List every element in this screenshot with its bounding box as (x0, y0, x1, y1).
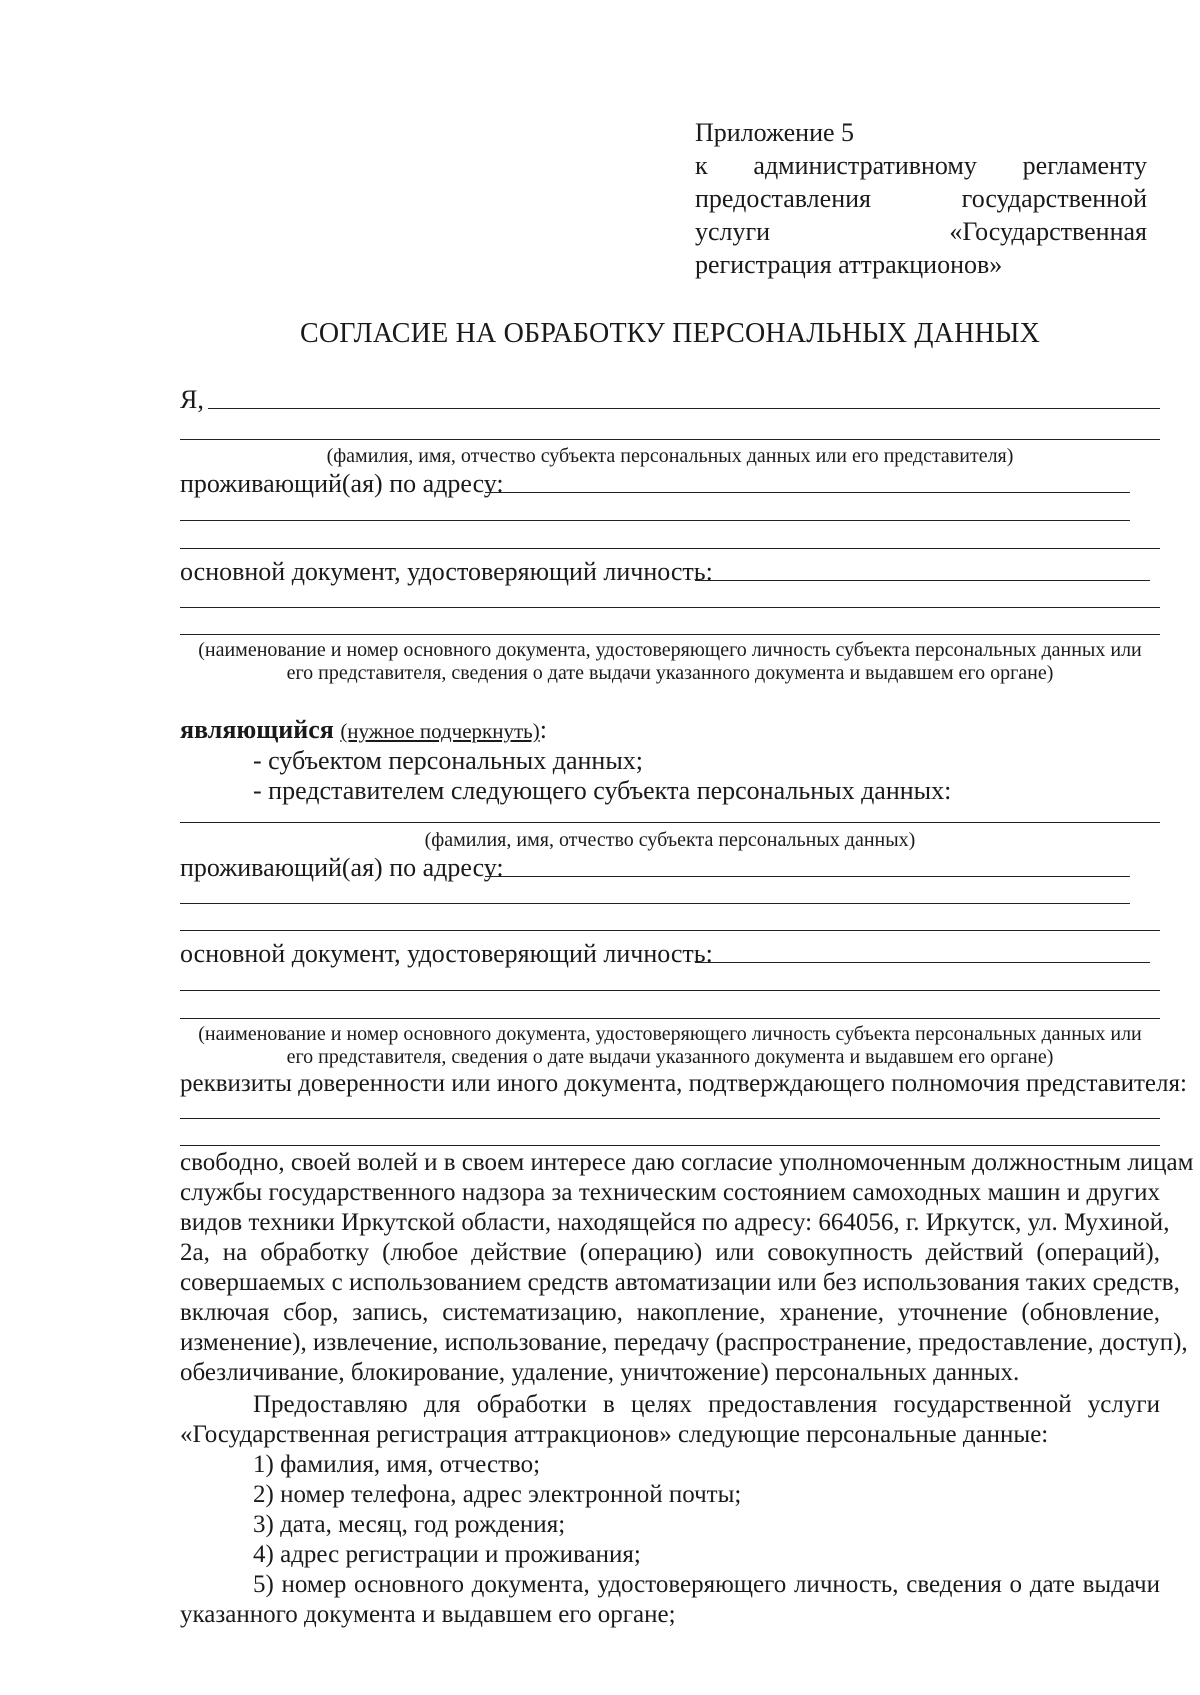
address-label: проживающий(ая) по адресу: (180, 469, 504, 498)
appendix-line-3: предоставления государственной (695, 184, 1147, 213)
appendix-line-4: услуги «Государственная (695, 217, 1147, 246)
consent-line-7: изменение), извлечение, использование, передачу (распространение, предоставление, доступ), (180, 1329, 1188, 1356)
provide-line-2: «Государственная регистрация аттракционов» следующие персональные данные: (180, 1421, 1049, 1448)
represented-address-fill-line-2[interactable] (180, 903, 1130, 904)
provide-line-1: Предоставляю для обработки в целях предоставления государственной услуги (253, 1391, 1160, 1418)
list-item: 5) номер основного документа, удостоверяющего личность, сведения о дате выдачи (253, 1571, 1160, 1598)
role-bold-label: являющийся (180, 715, 334, 744)
authority-label: реквизиты доверенности или иного документа, подтверждающего полномочия представителя: (180, 1070, 1187, 1097)
name-caption: (фамилия, имя, отчество субъекта персональных данных или его представителя) (326, 445, 1014, 467)
appendix-line-1: Приложение 5 (695, 118, 855, 147)
doc-caption-1: (наименование и номер основного документа, удостоверяющего личность субъекта персональных данных или (198, 639, 1142, 661)
i-label: Я, (180, 385, 204, 414)
consent-line-6: включая сбор, запись, систематизацию, накопление, хранение, уточнение (обновление, (180, 1299, 1160, 1326)
consent-line-3: видов техники Иркутской области, находящейся по адресу: 664056, г. Иркутск, ул. Мухиной, (180, 1209, 1170, 1236)
represented-doc-fill-line-2[interactable] (180, 990, 1160, 991)
list-item: 2) номер телефона, адрес электронной почты; (253, 1481, 742, 1508)
represented-doc-label: основной документ, удостоверяющий личность: (180, 939, 713, 968)
consent-line-8: обезличивание, блокирование, удаление, уничтожение) персональных данных. (180, 1359, 1020, 1386)
consent-line-4: 2а, на обработку (любое действие (операцию) или совокупность действий (операций), (180, 1239, 1160, 1266)
represented-address-fill-line[interactable] (485, 876, 1130, 877)
list-item: 4) адрес регистрации и проживания; (253, 1541, 641, 1568)
authority-fill-line[interactable] (180, 1118, 1160, 1119)
name-fill-line[interactable] (208, 408, 1160, 409)
doc-label: основной документ, удостоверяющий личность: (180, 557, 713, 586)
consent-line-5: совершаемых с использованием средств автоматизации или без использования таких средств, (180, 1269, 1180, 1296)
appendix-line-5: регистрация аттракционов» (695, 250, 1003, 279)
represented-doc-caption-1: (наименование и номер основного документа, удостоверяющего личность субъекта персональных данных или (198, 1023, 1142, 1045)
represented-address-label: проживающий(ая) по адресу: (180, 853, 504, 882)
role-option-1[interactable]: - субъектом персональных данных; (253, 746, 644, 775)
role-line (180, 715, 547, 746)
authority-fill-line-2[interactable] (180, 1145, 1160, 1146)
doc-fill-line-3[interactable] (180, 634, 1160, 635)
role-colon: : (539, 715, 547, 744)
name-fill-line-2[interactable] (180, 439, 1160, 440)
consent-line-2: службы государственного надзора за техническим состоянием самоходных машин и других (180, 1179, 1160, 1206)
address-fill-line[interactable] (485, 492, 1130, 493)
represented-doc-fill-line[interactable] (695, 962, 1150, 963)
document-title: СОГЛАСИЕ НА ОБРАБОТКУ ПЕРСОНАЛЬНЫХ ДАННЫХ (299, 318, 1040, 349)
doc-fill-line[interactable] (695, 580, 1150, 581)
consent-line-1: свободно, своей волей и в своем интересе даю согласие уполномоченным должностным лицам (180, 1149, 1194, 1176)
list-item: 1) фамилия, имя, отчество; (253, 1451, 541, 1478)
represented-name-caption: (фамилия, имя, отчество субъекта персональных данных) (424, 829, 916, 851)
represented-doc-fill-line-3[interactable] (180, 1018, 1160, 1019)
address-fill-line-2[interactable] (180, 520, 1130, 521)
represented-address-fill-line-3[interactable] (180, 930, 1160, 931)
address-fill-line-3[interactable] (180, 548, 1160, 549)
list-item: 3) дата, месяц, год рождения; (253, 1511, 566, 1538)
appendix-line-2: к административному регламенту (695, 151, 1147, 180)
role-underline-note: (нужное подчеркнуть) (340, 719, 540, 743)
represented-doc-caption-2: его представителя, сведения о дате выдачи указанного документа и выдавшем его органе) (286, 1046, 1054, 1068)
doc-caption-2: его представителя, сведения о дате выдачи указанного документа и выдавшем его органе) (286, 662, 1054, 684)
represented-name-fill-line[interactable] (180, 822, 1160, 823)
list-item-continuation: указанного документа и выдавшем его органе; (180, 1601, 676, 1628)
role-option-2[interactable]: - представителем следующего субъекта персональных данных: (253, 776, 952, 805)
doc-fill-line-2[interactable] (180, 607, 1160, 608)
